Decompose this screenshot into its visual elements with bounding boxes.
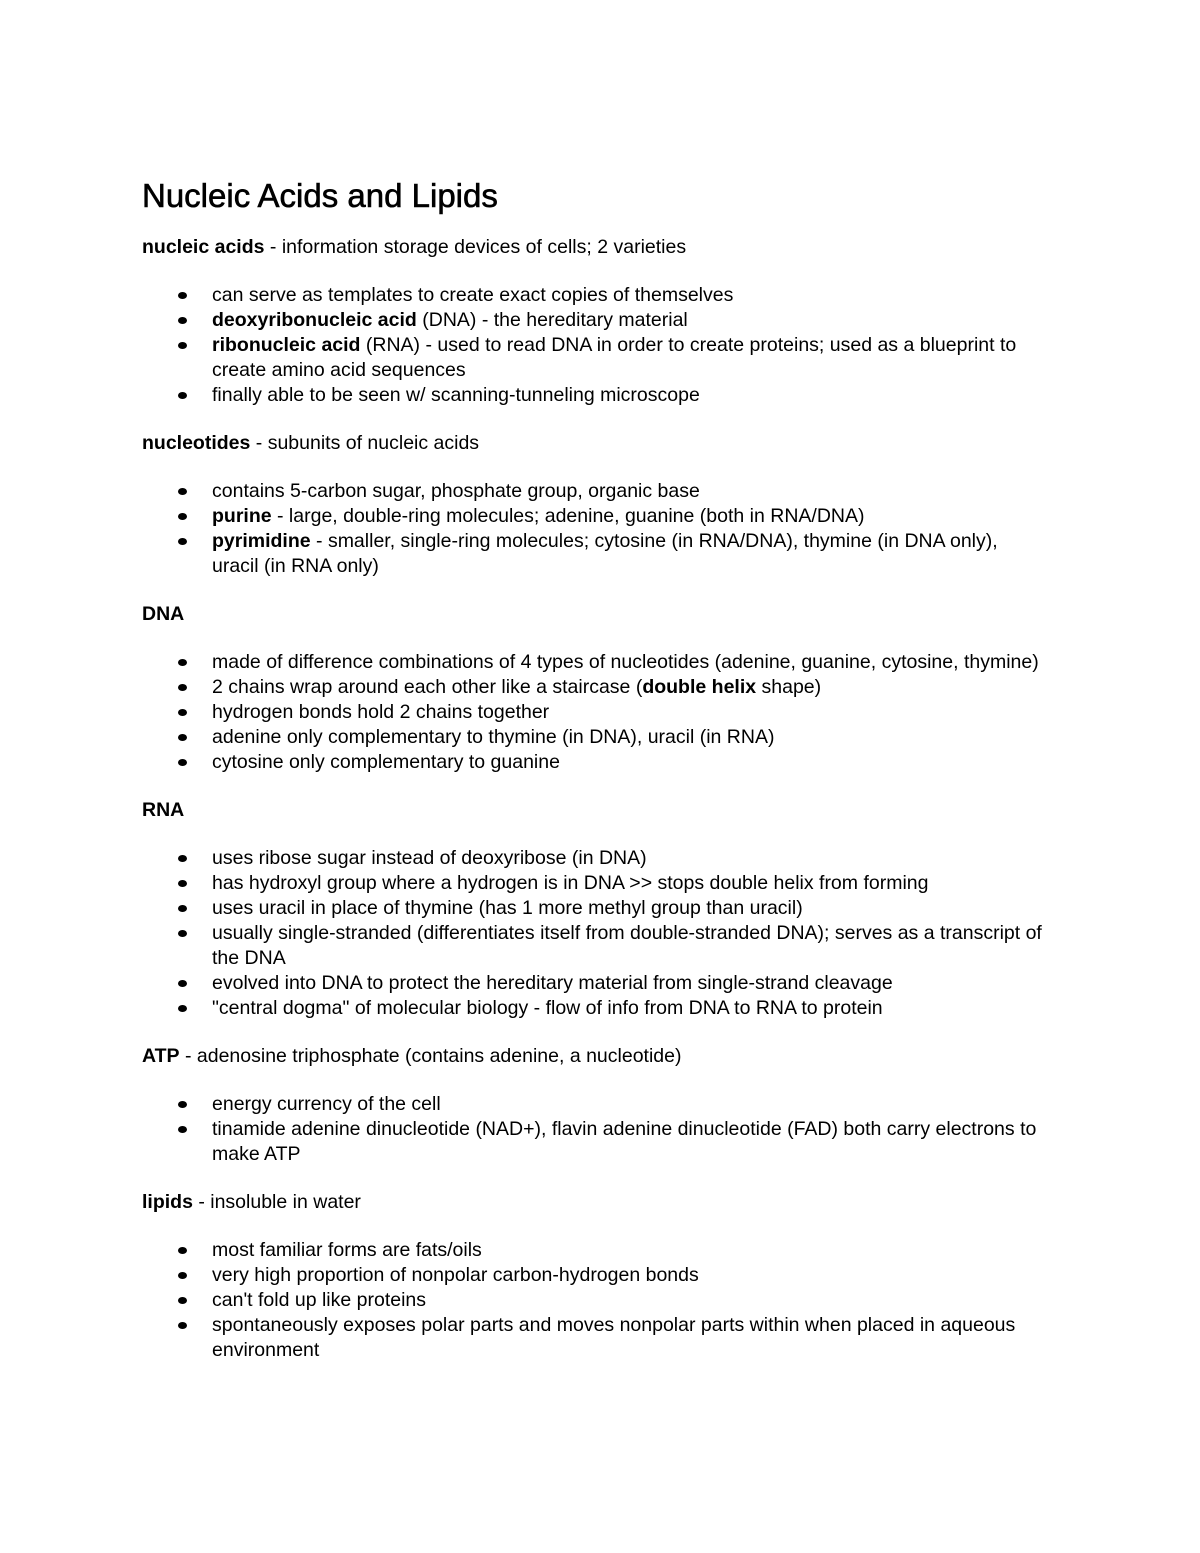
bullet-item [142, 1117, 1042, 1167]
bullet-bold-term: deoxyribonucleic acid [212, 309, 417, 331]
bullet-dot-icon [178, 1297, 187, 1304]
sections-container [142, 235, 1042, 1363]
bullet-bold-term: double helix [642, 676, 757, 698]
section-heading [142, 431, 1042, 456]
document-page [142, 176, 1042, 1386]
bullet-text: contains 5-carbon sugar, phosphate group, organic base [212, 480, 700, 502]
bullet-dot-icon [178, 684, 187, 691]
bullet-text-prefix: 2 chains wrap around each other like a staircase ( [212, 676, 643, 698]
bullet-item [142, 700, 1042, 725]
bullet-item [142, 1288, 1042, 1313]
bullet-list [142, 1238, 1042, 1363]
bullet-dot-icon [178, 1247, 187, 1254]
section-heading [142, 798, 1042, 823]
bullet-text: uses ribose sugar instead of deoxyribose (in DNA) [212, 847, 647, 869]
bullet-dot-icon [178, 538, 187, 545]
section-term: RNA [142, 799, 185, 821]
section-heading [142, 602, 1042, 627]
bullet-text: very high proportion of nonpolar carbon-hydrogen bonds [212, 1264, 699, 1286]
bullet-text: - smaller, single-ring molecules; cytosine (in RNA/DNA), thymine (in DNA only), uracil (in RNA only) [212, 530, 998, 577]
bullet-dot-icon [178, 317, 187, 324]
bullet-text: made of difference combinations of 4 types of nucleotides (adenine, guanine, cytosine, thymine) [212, 651, 1039, 673]
bullet-text: tinamide adenine dinucleotide (NAD+), flavin adenine dinucleotide (FAD) both carry electrons to make ATP [212, 1118, 1037, 1165]
section-definition: - insoluble in water [192, 1191, 361, 1213]
bullet-dot-icon [178, 659, 187, 666]
bullet-item [142, 650, 1042, 675]
page-title: Nucleic Acids and Lipids [142, 177, 498, 214]
bullet-dot-icon [178, 880, 187, 887]
bullet-text: "central dogma" of molecular biology - flow of info from DNA to RNA to protein [212, 997, 883, 1019]
bullet-item [142, 896, 1042, 921]
bullet-dot-icon [178, 1272, 187, 1279]
bullet-text: cytosine only complementary to guanine [212, 751, 560, 773]
bullet-text: has hydroxyl group where a hydrogen is in DNA >> stops double helix from forming [212, 872, 929, 894]
bullet-text: usually single-stranded (differentiates itself from double-stranded DNA); serves as a transcript of the DNA [212, 922, 1042, 969]
bullet-item [142, 1092, 1042, 1117]
section-heading [142, 1044, 1042, 1069]
bullet-item [142, 971, 1042, 996]
bullet-dot-icon [178, 980, 187, 987]
bullet-text: finally able to be seen w/ scanning-tunneling microscope [212, 384, 700, 406]
bullet-bold-term: ribonucleic acid [212, 334, 361, 356]
bullet-item [142, 529, 1042, 579]
bullet-list [142, 650, 1042, 775]
bullet-text: (RNA) - used to read DNA in order to create proteins; used as a blueprint to create amino acid sequences [212, 334, 1017, 381]
section-definition: - adenosine triphosphate (contains adenine, a nucleotide) [179, 1045, 682, 1067]
bullet-text: most familiar forms are fats/oils [212, 1239, 482, 1261]
bullet-list [142, 479, 1042, 579]
bullet-item [142, 308, 1042, 333]
bullet-item [142, 871, 1042, 896]
bullet-dot-icon [178, 930, 187, 937]
section-term: nucleotides [142, 432, 251, 454]
bullet-dot-icon [178, 855, 187, 862]
section-heading [142, 235, 1042, 260]
bullet-text: shape) [756, 676, 822, 698]
bullet-text: can serve as templates to create exact copies of themselves [212, 284, 734, 306]
bullet-dot-icon [178, 734, 187, 741]
bullet-dot-icon [178, 342, 187, 349]
bullet-text: can't fold up like proteins [212, 1289, 427, 1311]
section-term: DNA [142, 603, 185, 625]
bullet-item [142, 383, 1042, 408]
bullet-text: - large, double-ring molecules; adenine, guanine (both in RNA/DNA) [271, 505, 865, 527]
bullet-text: uses uracil in place of thymine (has 1 more methyl group than uracil) [212, 897, 803, 919]
bullet-text: evolved into DNA to protect the hereditary material from single-strand cleavage [212, 972, 893, 994]
bullet-dot-icon [178, 488, 187, 495]
bullet-dot-icon [178, 1322, 187, 1329]
bullet-dot-icon [178, 709, 187, 716]
bullet-item [142, 283, 1042, 308]
bullet-text: (DNA) - the hereditary material [416, 309, 688, 331]
bullet-text: hydrogen bonds hold 2 chains together [212, 701, 550, 723]
bullet-item [142, 333, 1042, 383]
bullet-dot-icon [178, 1005, 187, 1012]
bullet-item [142, 1263, 1042, 1288]
bullet-item [142, 725, 1042, 750]
bullet-bold-term: pyrimidine [212, 530, 311, 552]
bullet-item [142, 504, 1042, 529]
bullet-text: adenine only complementary to thymine (in DNA), uracil (in RNA) [212, 726, 775, 748]
bullet-dot-icon [178, 513, 187, 520]
section-heading [142, 1190, 1042, 1215]
bullet-item [142, 675, 1042, 700]
bullet-dot-icon [178, 1126, 187, 1133]
bullet-dot-icon [178, 292, 187, 299]
section-definition: - subunits of nucleic acids [250, 432, 480, 454]
bullet-dot-icon [178, 1101, 187, 1108]
section-term: lipids [142, 1191, 193, 1213]
bullet-item [142, 846, 1042, 871]
bullet-dot-icon [178, 905, 187, 912]
bullet-dot-icon [178, 392, 187, 399]
bullet-item [142, 996, 1042, 1021]
bullet-item [142, 750, 1042, 775]
bullet-bold-term: purine [212, 505, 272, 527]
bullet-item [142, 1313, 1042, 1363]
bullet-list [142, 1092, 1042, 1167]
bullet-text: spontaneously exposes polar parts and moves nonpolar parts within when placed in aqueous environment [212, 1314, 1016, 1361]
bullet-list [142, 846, 1042, 1021]
bullet-item [142, 1238, 1042, 1263]
section-term: ATP [142, 1045, 180, 1067]
section-definition: - information storage devices of cells; 2 varieties [264, 236, 687, 258]
bullet-list [142, 283, 1042, 408]
section-term: nucleic acids [142, 236, 265, 258]
bullet-dot-icon [178, 759, 187, 766]
bullet-item [142, 479, 1042, 504]
bullet-text: energy currency of the cell [212, 1093, 441, 1115]
bullet-item [142, 921, 1042, 971]
